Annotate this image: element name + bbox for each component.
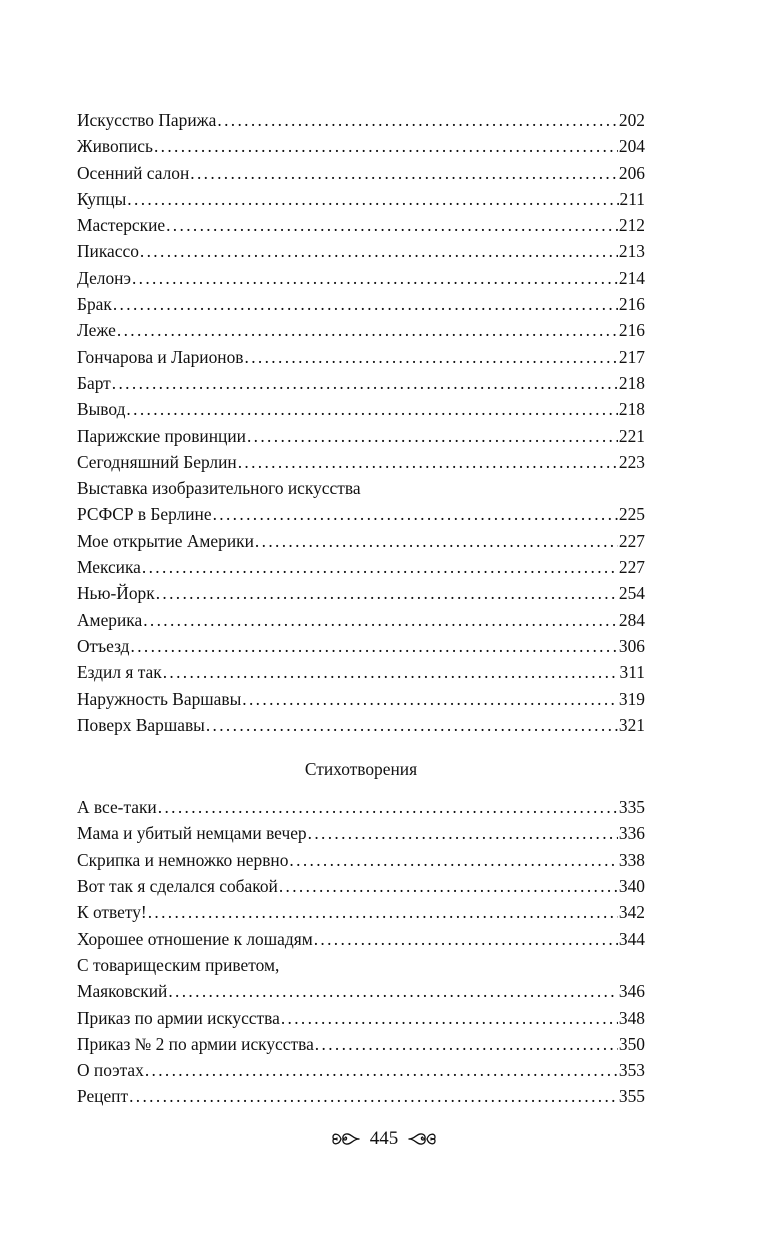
toc-entry-title: Вывод [77,399,126,420]
toc-entry-page: 206 [618,162,645,183]
toc-entry-title: Мое открытие Америки [77,530,254,551]
toc-entry [77,238,645,264]
toc-entry [77,344,645,370]
toc-entry-page: 355 [618,1086,645,1107]
toc-entry [77,899,645,925]
dot-leader [126,396,617,422]
toc-entry-title: Барт [77,372,111,393]
toc-entry-title: Рецепт [77,1086,129,1107]
toc-entry [77,160,645,186]
dot-leader [190,160,618,186]
toc-entry-page: 336 [618,823,645,844]
dot-leader [245,344,618,370]
toc-entry-page: 340 [618,876,645,897]
toc-entry-page: 306 [618,635,645,656]
toc-entry [77,475,645,501]
toc-entry [77,554,645,580]
toc-entry-page: 225 [618,504,645,525]
toc-entry-title: Ездил я так [77,662,162,683]
toc-entry-page: 348 [618,1007,645,1028]
toc-poems-list [77,794,645,1110]
toc-entry-title: Брак [77,294,112,315]
toc-entry [77,501,645,527]
toc-entry-page: 223 [618,451,645,472]
toc-entry-title: Пикассо [77,241,139,262]
dot-leader [132,265,618,291]
toc-entry-page: 353 [618,1060,645,1081]
toc-entry [77,847,645,873]
toc-entry [77,423,645,449]
toc-entry-page: 218 [618,372,645,393]
toc-entry [77,712,645,738]
toc-entry-page: 344 [618,928,645,949]
toc-entry-page: 284 [618,609,645,630]
toc-prose-list [77,107,645,738]
toc-entry [77,133,645,159]
dot-leader [168,978,618,1004]
dot-leader [238,449,618,475]
toc-entry-page: 321 [618,714,645,735]
dot-leader [242,686,618,712]
toc-entry-title: А все-таки [77,797,157,818]
toc-entry-page: 202 [618,110,645,130]
dot-leader [142,554,618,580]
toc-entry-title: Выставка изобразительного искусства [77,478,361,499]
toc-entry-title: Купцы [77,188,127,209]
dot-leader [158,794,618,820]
toc-entry-page: 213 [618,241,645,262]
toc-entry-page: 227 [618,557,645,578]
toc-entry [77,686,645,712]
toc-entry [77,291,645,317]
dot-leader [127,186,618,212]
dot-leader [315,1031,618,1057]
dot-leader [145,1057,618,1083]
toc-entry [77,659,645,685]
dot-leader [217,107,618,133]
toc-entry [77,633,645,659]
dot-leader [163,659,619,685]
toc-entry-title: Скрипка и немножко нервно [77,849,289,870]
toc-entry-page: 254 [618,583,645,604]
toc-entry [77,396,645,422]
toc-entry [77,528,645,554]
dot-leader [206,712,618,738]
toc-entry-title: Живопись [77,136,153,157]
toc-entry-title: Америка [77,609,143,630]
toc-entry-title: РСФСР в Берлине [77,504,212,525]
toc-entry [77,186,645,212]
section-heading: Стихотворения [304,759,418,780]
dot-leader [117,317,618,343]
toc-entry-page: 217 [618,346,645,367]
toc-entry-page: 211 [619,188,645,209]
toc-entry [77,1083,645,1109]
toc-entry-title: Мама и убитый немцами вечер [77,823,307,844]
toc-entry [77,370,645,396]
toc-entry-title: Поверх Варшавы [77,714,205,735]
toc-entry-title: Делонэ [77,267,131,288]
toc-entry-title: Хорошее отношение к лошадям [77,928,313,949]
toc-entry-page: 216 [618,294,645,315]
dot-leader [213,501,618,527]
toc-entry [77,1057,645,1083]
page-footer [0,1124,768,1153]
dot-leader [154,133,618,159]
dot-leader [113,291,618,317]
dot-leader [143,607,618,633]
toc-entry-page: 335 [618,797,645,818]
toc-entry [77,820,645,846]
dot-leader [129,1083,618,1109]
dot-leader [156,580,618,606]
dot-leader [308,820,618,846]
toc-entry [77,212,645,238]
dot-leader [255,528,618,554]
toc-entry-page: 338 [618,849,645,870]
toc-entry-title: Мексика [77,557,141,578]
toc-entry-title: Нью-Йорк [77,583,155,604]
toc-entry-title: Отъезд [77,635,130,656]
dot-leader [247,423,618,449]
toc-entry-title: Гончарова и Ларионов [77,346,244,367]
dot-leader [148,899,618,925]
toc-entry-page: 221 [618,425,645,446]
toc-entry-title: Приказ № 2 по армии искусства [77,1033,314,1054]
toc-entry-title: Леже [77,320,116,341]
toc-entry [77,265,645,291]
toc-entry [77,978,645,1004]
toc-entry-title: Искусство Парижа [77,110,217,130]
toc-entry [77,952,645,978]
toc-entry [77,873,645,899]
toc-entry [77,1005,645,1031]
toc-entry-page: 319 [618,688,645,709]
toc-entry-title: К ответу! [77,902,147,923]
dot-leader [131,633,618,659]
toc-entry-title: Приказ по армии искусства [77,1007,280,1028]
toc-entry-title: Мастерские [77,215,166,236]
table-of-contents [77,107,645,1110]
toc-entry [77,317,645,343]
toc-entry-page: 350 [618,1033,645,1054]
scroll-ornament-left-icon [331,1129,361,1149]
toc-entry [77,607,645,633]
toc-entry-title: С товарищеским приветом, [77,954,280,975]
toc-entry-page: 227 [618,530,645,551]
toc-entry [77,1031,645,1057]
scroll-ornament-right-icon [407,1129,437,1149]
toc-entry-page: 204 [618,136,645,157]
toc-entry-page: 214 [618,267,645,288]
page-number: 445 [369,1127,399,1149]
toc-entry-title: Осенний салон [77,162,190,183]
toc-entry [77,107,645,133]
dot-leader [289,847,617,873]
dot-leader [166,212,618,238]
toc-entry-title: Наружность Варшавы [77,688,242,709]
dot-leader [112,370,618,396]
dot-leader [140,238,618,264]
toc-entry [77,580,645,606]
toc-entry-page: 342 [618,902,645,923]
toc-entry-title: Сегодняшний Берлин [77,451,237,472]
dot-leader [314,926,618,952]
toc-entry [77,449,645,475]
toc-entry-title: Вот так я сделался собакой [77,876,278,897]
toc-entry-page: 346 [618,981,645,1002]
toc-entry [77,926,645,952]
toc-entry-title: Маяковский [77,981,168,1002]
toc-entry-page: 212 [618,215,645,236]
toc-entry [77,794,645,820]
toc-entry-page: 216 [618,320,645,341]
dot-leader [279,873,618,899]
toc-entry-title: Парижские провинции [77,425,246,446]
toc-entry-page: 311 [619,662,645,683]
toc-entry-page: 218 [618,399,645,420]
dot-leader [281,1005,618,1031]
toc-entry-title: О поэтах [77,1060,144,1081]
